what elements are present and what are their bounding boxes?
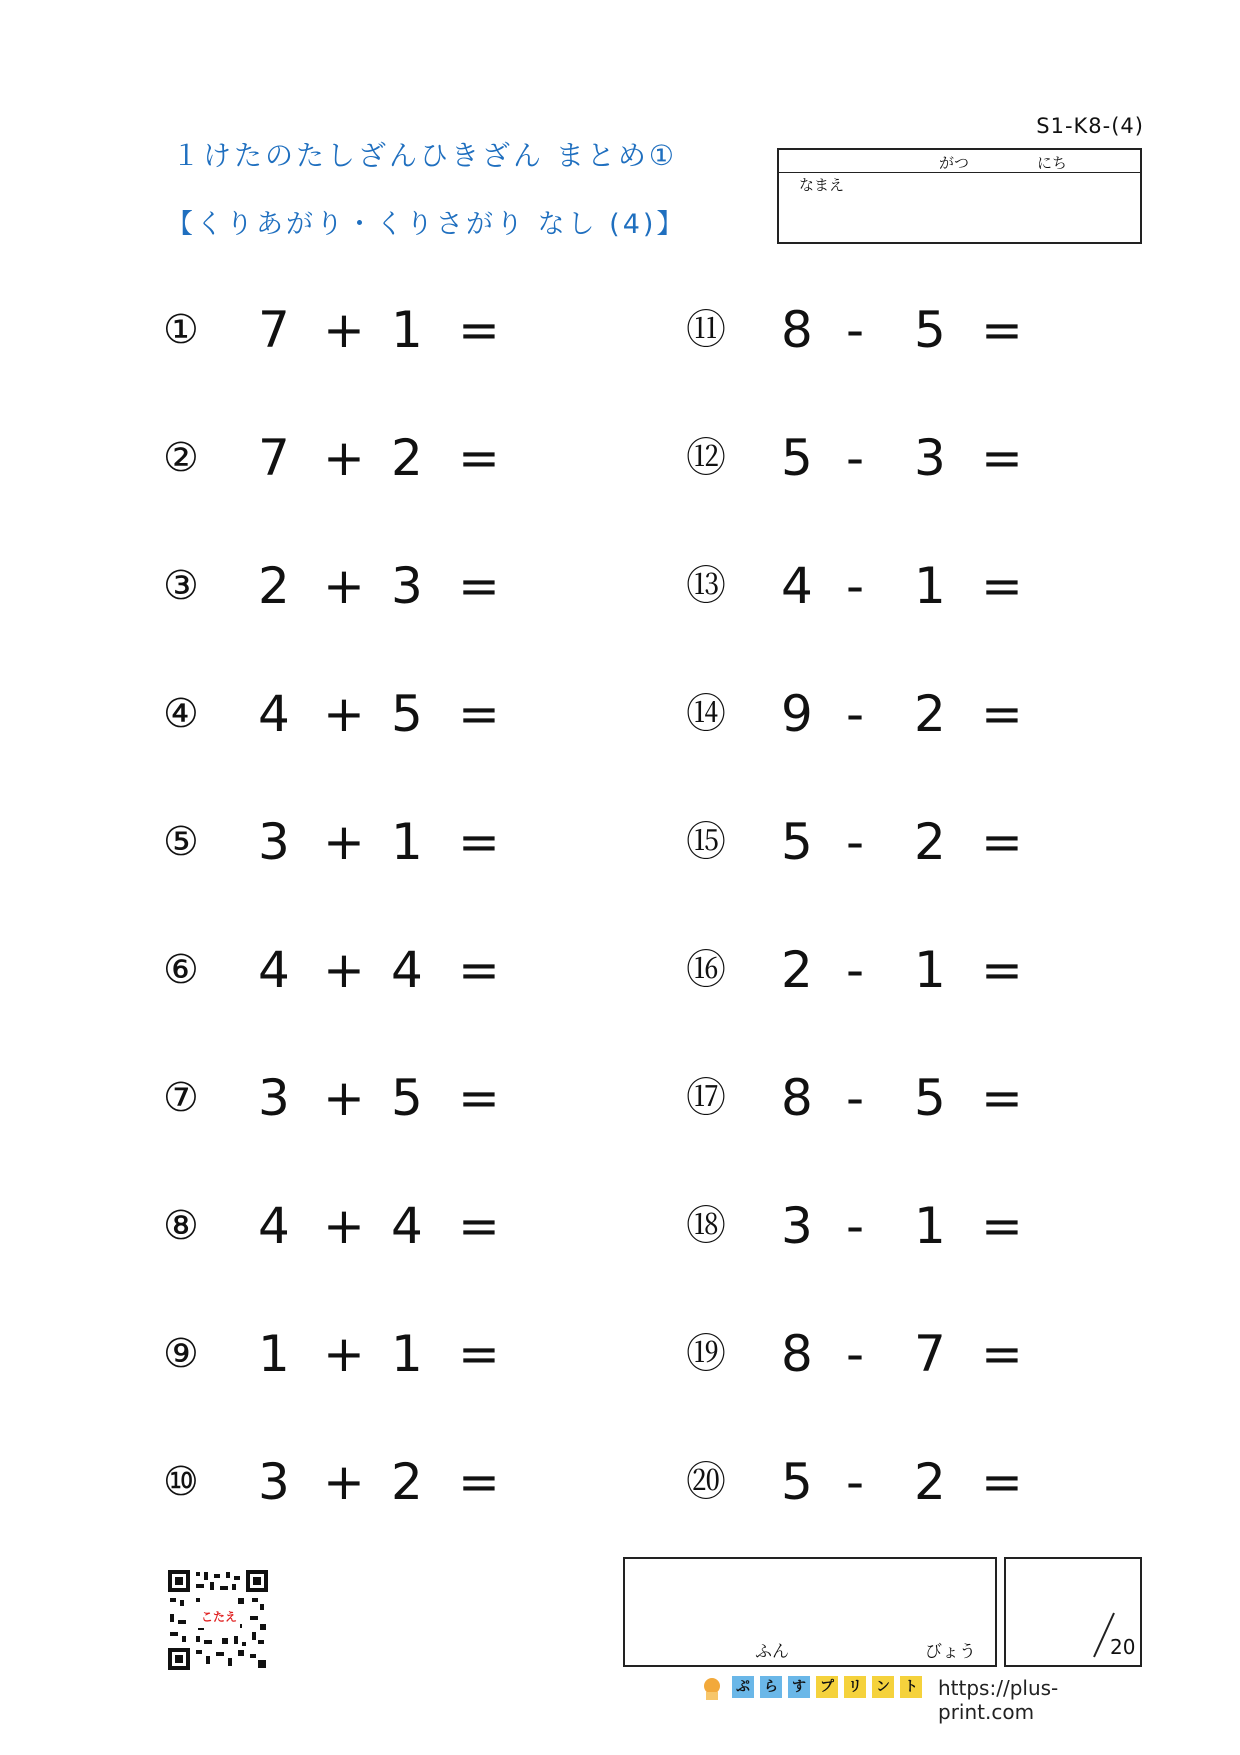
problem-number: ⑮ bbox=[686, 819, 726, 865]
brand-char: プ bbox=[816, 1676, 838, 1698]
operand-b: 5 bbox=[391, 685, 423, 743]
operand-a: 7 bbox=[258, 301, 290, 359]
operand-b: 5 bbox=[391, 1069, 423, 1127]
problem-row bbox=[686, 556, 1116, 616]
problem-row bbox=[686, 428, 1116, 488]
operand-a: 9 bbox=[781, 685, 813, 743]
operand-a: 3 bbox=[258, 1069, 290, 1127]
operand-a: 5 bbox=[781, 1453, 813, 1511]
operator: + bbox=[323, 1453, 365, 1511]
problem-row bbox=[163, 1324, 593, 1384]
equals-sign: = bbox=[458, 1325, 500, 1383]
operator: + bbox=[323, 1197, 365, 1255]
operand-b: 5 bbox=[914, 301, 946, 359]
equals-sign: = bbox=[981, 1325, 1023, 1383]
operand-a: 4 bbox=[781, 557, 813, 615]
operand-a: 8 bbox=[781, 1325, 813, 1383]
operator: + bbox=[323, 1069, 365, 1127]
problem-row bbox=[686, 940, 1116, 1000]
problem-row bbox=[163, 940, 593, 1000]
equals-sign: = bbox=[981, 1197, 1023, 1255]
problem-number: ⑫ bbox=[686, 435, 726, 481]
qr-answer-label: こたえ bbox=[200, 1610, 237, 1624]
time-box bbox=[623, 1557, 997, 1667]
problem-row bbox=[163, 556, 593, 616]
problem-number: ⑬ bbox=[686, 563, 726, 609]
equals-sign: = bbox=[981, 941, 1023, 999]
brand-char: ら bbox=[760, 1676, 782, 1698]
operand-b: 1 bbox=[391, 813, 423, 871]
operator: - bbox=[846, 1069, 865, 1127]
problem-row bbox=[686, 1196, 1116, 1256]
operand-a: 8 bbox=[781, 301, 813, 359]
date-bar bbox=[779, 150, 1140, 173]
operand-b: 4 bbox=[391, 941, 423, 999]
equals-sign: = bbox=[458, 301, 500, 359]
problem-row bbox=[163, 428, 593, 488]
operand-a: 4 bbox=[258, 1197, 290, 1255]
operand-a: 4 bbox=[258, 941, 290, 999]
problem-number: ⑳ bbox=[686, 1459, 726, 1505]
operand-a: 1 bbox=[258, 1325, 290, 1383]
operator: - bbox=[846, 813, 865, 871]
operand-b: 2 bbox=[391, 1453, 423, 1511]
equals-sign: = bbox=[458, 557, 500, 615]
footer bbox=[698, 1674, 1138, 1724]
operand-a: 5 bbox=[781, 813, 813, 871]
worksheet-subtitle: 【くりあがり・くりさがり なし (4)】 bbox=[166, 209, 687, 240]
operand-b: 3 bbox=[391, 557, 423, 615]
equals-sign: = bbox=[981, 429, 1023, 487]
operator: + bbox=[323, 1325, 365, 1383]
operand-a: 5 bbox=[781, 429, 813, 487]
operand-a: 2 bbox=[258, 557, 290, 615]
operand-b: 5 bbox=[914, 1069, 946, 1127]
problem-number: ⑦ bbox=[163, 1075, 199, 1121]
qr-code[interactable] bbox=[168, 1570, 268, 1670]
operator: - bbox=[846, 557, 865, 615]
equals-sign: = bbox=[981, 813, 1023, 871]
operand-b: 1 bbox=[391, 301, 423, 359]
problem-number: ⑥ bbox=[163, 947, 199, 993]
operator: - bbox=[846, 1453, 865, 1511]
problem-row bbox=[686, 684, 1116, 744]
operator: + bbox=[323, 685, 365, 743]
problem-number: ⑰ bbox=[686, 1075, 726, 1121]
operand-b: 2 bbox=[914, 813, 946, 871]
problem-number: ⑭ bbox=[686, 691, 726, 737]
operand-b: 3 bbox=[914, 429, 946, 487]
operand-a: 3 bbox=[258, 1453, 290, 1511]
operator: - bbox=[846, 685, 865, 743]
problem-number: ⑱ bbox=[686, 1203, 726, 1249]
operand-a: 2 bbox=[781, 941, 813, 999]
operator: + bbox=[323, 813, 365, 871]
problem-number: ⑤ bbox=[163, 819, 199, 865]
operand-b: 1 bbox=[914, 557, 946, 615]
problem-row bbox=[686, 812, 1116, 872]
operand-a: 3 bbox=[258, 813, 290, 871]
operator: - bbox=[846, 941, 865, 999]
operator: - bbox=[846, 429, 865, 487]
month-label: がつ bbox=[939, 154, 970, 172]
operand-b: 1 bbox=[914, 1197, 946, 1255]
problem-number: ③ bbox=[163, 563, 199, 609]
operator: - bbox=[846, 1325, 865, 1383]
problem-row bbox=[163, 1196, 593, 1256]
operand-b: 1 bbox=[914, 941, 946, 999]
brand-char: ン bbox=[872, 1676, 894, 1698]
day-label: にち bbox=[1037, 154, 1068, 172]
mascot-icon bbox=[698, 1674, 726, 1702]
brand-char: ト bbox=[900, 1676, 922, 1698]
score-box bbox=[1004, 1557, 1142, 1667]
brand-char: ぷ bbox=[732, 1676, 754, 1698]
operand-a: 8 bbox=[781, 1069, 813, 1127]
problem-row bbox=[686, 1068, 1116, 1128]
problem-row bbox=[686, 1324, 1116, 1384]
minutes-label: ふん bbox=[755, 1642, 789, 1662]
problem-row bbox=[686, 300, 1116, 360]
equals-sign: = bbox=[458, 1069, 500, 1127]
operator: + bbox=[323, 429, 365, 487]
operator: + bbox=[323, 557, 365, 615]
score-total: 20 bbox=[1110, 1635, 1136, 1659]
brand-char: リ bbox=[844, 1676, 866, 1698]
operand-b: 1 bbox=[391, 1325, 423, 1383]
equals-sign: = bbox=[981, 685, 1023, 743]
equals-sign: = bbox=[981, 301, 1023, 359]
operand-b: 7 bbox=[914, 1325, 946, 1383]
equals-sign: = bbox=[458, 941, 500, 999]
problem-row bbox=[163, 684, 593, 744]
equals-sign: = bbox=[981, 1069, 1023, 1127]
equals-sign: = bbox=[981, 1453, 1023, 1511]
problem-number: ⑲ bbox=[686, 1331, 726, 1377]
problem-number: ⑪ bbox=[686, 307, 726, 353]
problem-number: ② bbox=[163, 435, 199, 481]
problem-row bbox=[163, 1068, 593, 1128]
operand-b: 4 bbox=[391, 1197, 423, 1255]
problem-number: ① bbox=[163, 307, 199, 353]
problem-number: ⑧ bbox=[163, 1203, 199, 1249]
equals-sign: = bbox=[458, 685, 500, 743]
operator: + bbox=[323, 301, 365, 359]
equals-sign: = bbox=[458, 1453, 500, 1511]
problem-row bbox=[163, 812, 593, 872]
operand-b: 2 bbox=[914, 685, 946, 743]
equals-sign: = bbox=[458, 1197, 500, 1255]
problem-number: ④ bbox=[163, 691, 199, 737]
name-label: なまえ bbox=[799, 176, 845, 194]
name-date-box bbox=[777, 148, 1142, 244]
brand-char: す bbox=[788, 1676, 810, 1698]
equals-sign: = bbox=[981, 557, 1023, 615]
problem-row bbox=[163, 1452, 593, 1512]
problem-row bbox=[686, 1452, 1116, 1512]
equals-sign: = bbox=[458, 429, 500, 487]
operand-a: 3 bbox=[781, 1197, 813, 1255]
operator: - bbox=[846, 301, 865, 359]
worksheet-title: １けたのたしざんひきざん まとめ① bbox=[172, 139, 678, 172]
operand-a: 7 bbox=[258, 429, 290, 487]
operand-a: 4 bbox=[258, 685, 290, 743]
equals-sign: = bbox=[458, 813, 500, 871]
problem-number: ⑨ bbox=[163, 1331, 199, 1377]
operator: + bbox=[323, 941, 365, 999]
problem-number: ⑯ bbox=[686, 947, 726, 993]
operand-b: 2 bbox=[914, 1453, 946, 1511]
site-url[interactable]: https://plus-print.com bbox=[938, 1676, 1059, 1724]
operator: - bbox=[846, 1197, 865, 1255]
worksheet-code: S1-K8-(4) bbox=[1036, 114, 1144, 138]
problem-row bbox=[163, 300, 593, 360]
problem-number: ⑩ bbox=[163, 1459, 199, 1505]
operand-b: 2 bbox=[391, 429, 423, 487]
seconds-label: びょう bbox=[925, 1642, 976, 1662]
